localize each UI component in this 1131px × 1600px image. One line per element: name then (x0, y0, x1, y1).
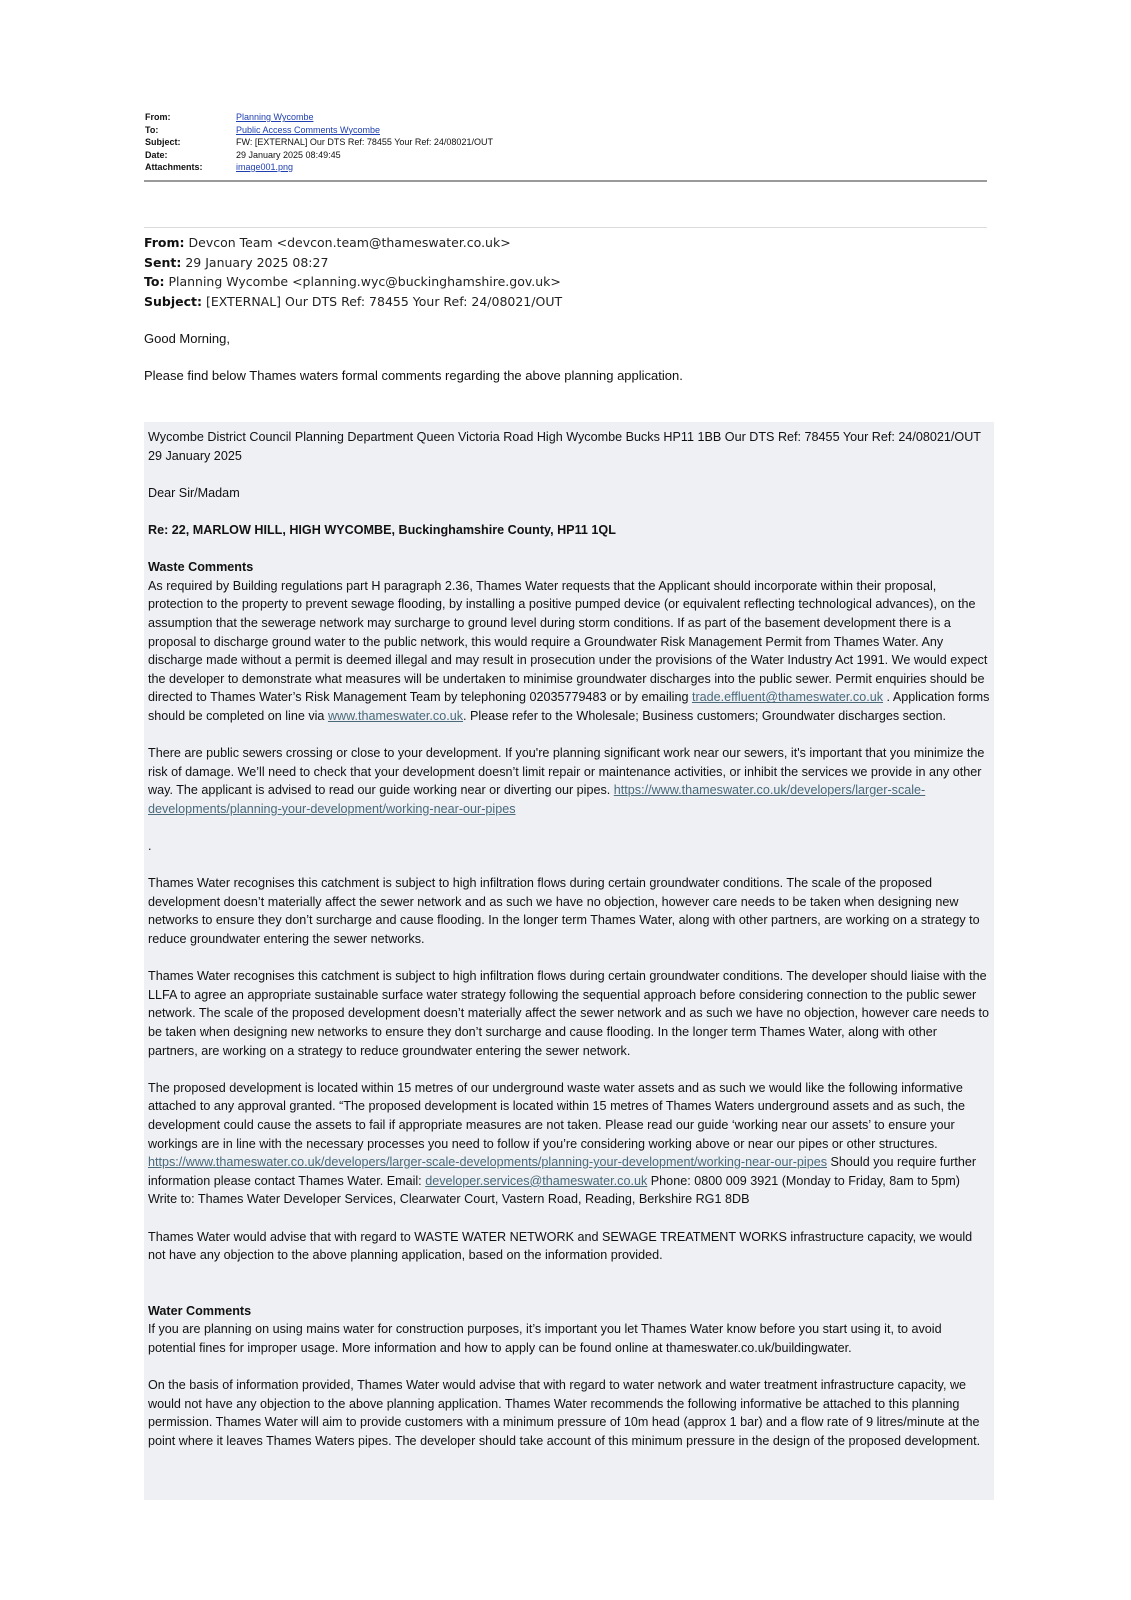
attachment-link[interactable]: image001.png (236, 162, 294, 172)
waste-p5-text-c: Phone: 0800 009 3921 (Monday to Friday, 8am to 5pm) Write to: Thames Water Developer Services, Clearwater Court, Vastern Road, Reading, Berkshire RG1 8DB (148, 1173, 960, 1207)
waste-paragraph-3: Thames Water recognises this catchment is subject to high infiltration flows during certain groundwater conditions. The scale of the proposed development doesn’t materially affect the sewer network and as such we have no objection, however care needs to be taken when designing new networks to ensure they don’t surcharge and cause flooding. In the longer term Thames Water, along with other partners, are working on a strategy to reduce groundwater entering the sewer networks. (148, 876, 980, 947)
header-divider (144, 180, 987, 182)
developer-services-email-link[interactable]: developer.services@thameswater.co.uk (425, 1173, 648, 1188)
to-link[interactable]: Public Access Comments Wycombe (236, 124, 380, 135)
working-near-pipes-link-2[interactable]: https://www.thameswater.co.uk/developers/larger-scale-developments/planning-your-development/working-near-our-pipes (148, 1155, 827, 1170)
letter-body (144, 422, 994, 1500)
forward-divider (144, 227, 987, 228)
waste-comments-heading: Waste Comments (148, 560, 254, 575)
water-comments-heading: Water Comments (148, 1303, 252, 1318)
fwd-sent-value: 29 January 2025 08:27 (185, 254, 329, 270)
waste-p1-text-b: . Application forms should be completed on line via (148, 690, 990, 723)
fwd-subject-label: Subject: (144, 293, 202, 309)
waste-paragraph-1 (148, 577, 990, 726)
thameswater-site-link[interactable]: www.thameswater.co.uk (327, 708, 464, 723)
waste-paragraph-6: Thames Water would advise that with regard to WASTE WATER NETWORK and SEWAGE TREATMENT WORKS infrastructure capacity, we would not have any objection to the above planning application, based on the information provided. (148, 1229, 973, 1263)
waste-p5-text-a: The proposed development is located within 15 metres of our underground waste water assets and as such we would like the following informative attached to any approval granted. “The proposed development is located within 15 metres of Thames Waters underground assets and as such, the development could cause the assets to fail if appropriate measures are not taken. Please read our guide ‘working near our assets’ to ensure your workings are in line with the necessary processes you need to follow if you’re considering working above or near our pipes or other structures. (148, 1080, 965, 1151)
salutation: Dear Sir/Madam (148, 485, 240, 500)
waste-p2-text: There are public sewers crossing or close to your development. If you're planning significant work near our sewers, it's important that you minimize the risk of damage. We’ll need to check that your development doesn’t limit repair or maintenance activities, or inhibit the services we provide in any other way. The applicant is advised to read our guide working near or diverting our pipes. (148, 746, 985, 798)
fwd-from-label: From: (144, 235, 185, 250)
subject-label: Subject: (145, 137, 181, 147)
letter-address: Wycombe District Council Planning Department Queen Victoria Road High Wycombe Bucks HP11 1BB Our DTS Ref: 78455 Your Ref: 24/08021/OUT 29 January 2025 (148, 430, 981, 463)
trade-effluent-email-link[interactable]: trade.effluent@thameswater.co.uk (691, 690, 884, 705)
fwd-from-value: Devcon Team <devcon.team@thameswater.co.uk> (188, 235, 511, 250)
re-line: Re: 22, MARLOW HILL, HIGH WYCOMBE, Buckinghamshire County, HP11 1QL (148, 522, 616, 537)
fwd-to-value: Planning Wycombe <planning.wyc@buckinghamshire.gov.uk> (168, 274, 561, 289)
waste-p1-text-a: As required by Building regulations part H paragraph 2.36, Thames Water requests that the Applicant should incorporate within their proposal, protection to the property to prevent sewage flooding, by installing a positive pumped device (or equivalent reflecting technological advances), on the assumption that the sewerage network may surcharge to ground level during storm conditions. If as part of the basement development there is a proposal to discharge ground water to the public network, this would require a Groundwater Risk Management Permit from Thames Water. Any discharge made without a permit is deemed illegal and may result in prosecution under the provisions of the Water Industry Act 1991. We would expect the developer to demonstrate what measures will be undertaken to minimise groundwater discharges into the public sewer. Permit enquiries should be directed to Thames Water’s Risk Management Team by telephoning 02035779483 or by emailing (148, 578, 988, 705)
waste-paragraph-5 (148, 1079, 990, 1209)
greeting: Good Morning, (144, 331, 230, 346)
water-paragraph-2: On the basis of information provided, Thames Water would advise that with regard to water network and water treatment infrastructure capacity, we would not have any objection to the above planning application. Thames Water recommends the following informative be attached to this planning permission. Thames Water will aim to provide customers with a minimum pressure of 10m head (approx 1 bar) and a flow rate of 9 litres/minute at the point where it leaves Thames Waters pipes. The developer should take account of this minimum pressure in the design of the proposed development. (148, 1378, 981, 1448)
forwarded-header (144, 233, 562, 311)
attachments-label: Attachments: (145, 162, 203, 172)
fwd-to-label: To: (144, 274, 165, 289)
fwd-subject-value: [EXTERNAL] Our DTS Ref: 78455 Your Ref: 24/08021/OUT (205, 293, 563, 309)
subject-value: FW: [EXTERNAL] Our DTS Ref: 78455 Your Ref: 24/08021/OUT (236, 137, 493, 147)
waste-p1-text-c: . Please refer to the Wholesale; Business customers; Groundwater discharges section. (463, 708, 947, 723)
to-label: To: (145, 124, 159, 135)
water-paragraph-1: If you are planning on using mains water for construction purposes, it’s important you let Thames Water know before you start using it, to avoid potential fines for improper usage. More information and how to apply can be found online at thameswater.co.uk/buildingwater. (148, 1322, 942, 1355)
waste-paragraph-2 (148, 744, 990, 818)
separator-dot: . (148, 839, 152, 854)
waste-p5-text-b: Should you require further information please contact Thames Water. Email: (148, 1155, 977, 1188)
date-value: 29 January 2025 08:49:45 (236, 149, 341, 160)
from-label: From: (145, 112, 171, 122)
fwd-sent-label: Sent: (144, 254, 182, 270)
waste-paragraph-4: Thames Water recognises this catchment is subject to high infiltration flows during certain groundwater conditions. The developer should liaise with the LLFA to agree an appropriate sustainable surface water strategy following the sequential approach before considering connection to the public sewer network. The scale of the proposed development doesn’t materially affect the sewer network and as such we have no objection, however care needs to be taken when designing new networks to ensure they don’t surcharge and cause flooding. In the longer term Thames Water, along with other partners, are working on a strategy to reduce groundwater entering the sewer network. (148, 969, 990, 1058)
working-near-pipes-link[interactable]: https://www.thameswater.co.uk/developers/larger-scale-developments/planning-your-development/working-near-our-pipes (148, 783, 926, 816)
date-label: Date: (145, 149, 168, 160)
from-link[interactable]: Planning Wycombe (236, 112, 314, 122)
email-header (145, 111, 493, 174)
intro-text: Please find below Thames waters formal comments regarding the above planning application. (144, 368, 683, 383)
